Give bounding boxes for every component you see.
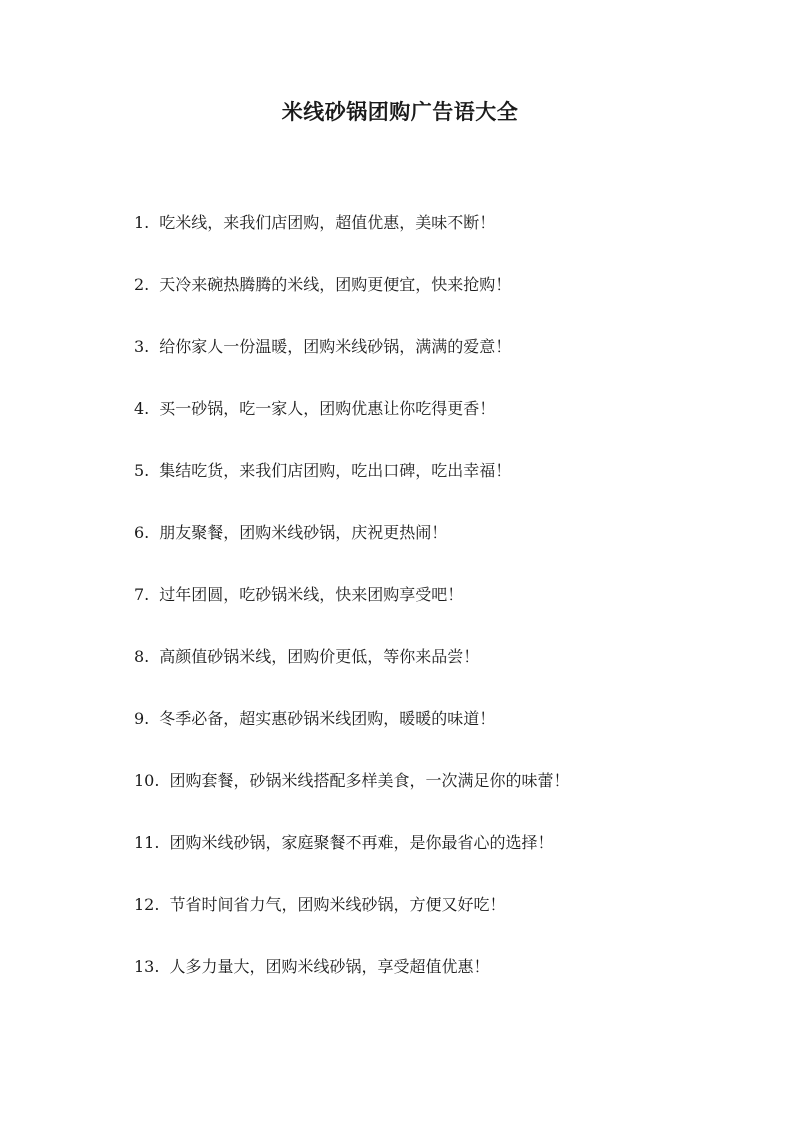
item-number: 7. — [134, 585, 150, 604]
item-text: 节省时间省力气，团购米线砂锅，方便又好吃！ — [169, 895, 506, 914]
item-number: 6. — [134, 523, 150, 542]
list-item — [134, 832, 569, 894]
list-item — [134, 956, 569, 1018]
list-item — [134, 894, 569, 956]
item-text: 买一砂锅，吃一家人，团购优惠让你吃得更香！ — [159, 399, 496, 418]
item-text: 人多力量大，团购米线砂锅，享受超值优惠！ — [169, 957, 490, 976]
item-number: 5. — [134, 461, 150, 480]
item-number: 8. — [134, 647, 150, 666]
item-number: 11. — [134, 833, 160, 852]
item-text: 朋友聚餐，团购米线砂锅，庆祝更热闹！ — [159, 523, 448, 542]
item-number: 10. — [134, 771, 160, 790]
item-number: 2. — [134, 275, 150, 294]
item-number: 1. — [134, 213, 150, 232]
item-number: 12. — [134, 895, 160, 914]
list-item — [134, 770, 569, 832]
list-item — [134, 212, 569, 274]
item-text: 吃米线，来我们店团购，超值优惠，美味不断！ — [159, 213, 496, 232]
list-item — [134, 336, 569, 398]
slogan-list — [134, 212, 569, 1018]
list-item — [134, 584, 569, 646]
item-number: 13. — [134, 957, 160, 976]
item-text: 高颜值砂锅米线，团购价更低，等你来品尝！ — [159, 647, 480, 666]
item-number: 9. — [134, 709, 150, 728]
list-item — [134, 522, 569, 584]
list-item — [134, 460, 569, 522]
list-item — [134, 646, 569, 708]
item-text: 给你家人一份温暖，团购米线砂锅，满满的爱意！ — [159, 337, 512, 356]
item-text: 过年团圆，吃砂锅米线，快来团购享受吧！ — [159, 585, 464, 604]
item-number: 3. — [134, 337, 150, 356]
list-item — [134, 398, 569, 460]
item-text: 集结吃货，来我们店团购，吃出口碑，吃出幸福！ — [159, 461, 512, 480]
document-title: 米线砂锅团购广告语大全 — [281, 99, 519, 124]
item-text: 天冷来碗热腾腾的米线，团购更便宜，快来抢购！ — [159, 275, 512, 294]
item-text: 冬季必备，超实惠砂锅米线团购，暖暖的味道！ — [159, 709, 496, 728]
list-item — [134, 274, 569, 336]
list-item — [134, 708, 569, 770]
item-text: 团购米线砂锅，家庭聚餐不再难，是你最省心的选择！ — [169, 833, 554, 852]
item-text: 团购套餐，砂锅米线搭配多样美食，一次满足你的味蕾！ — [169, 771, 570, 790]
item-number: 4. — [134, 399, 150, 418]
